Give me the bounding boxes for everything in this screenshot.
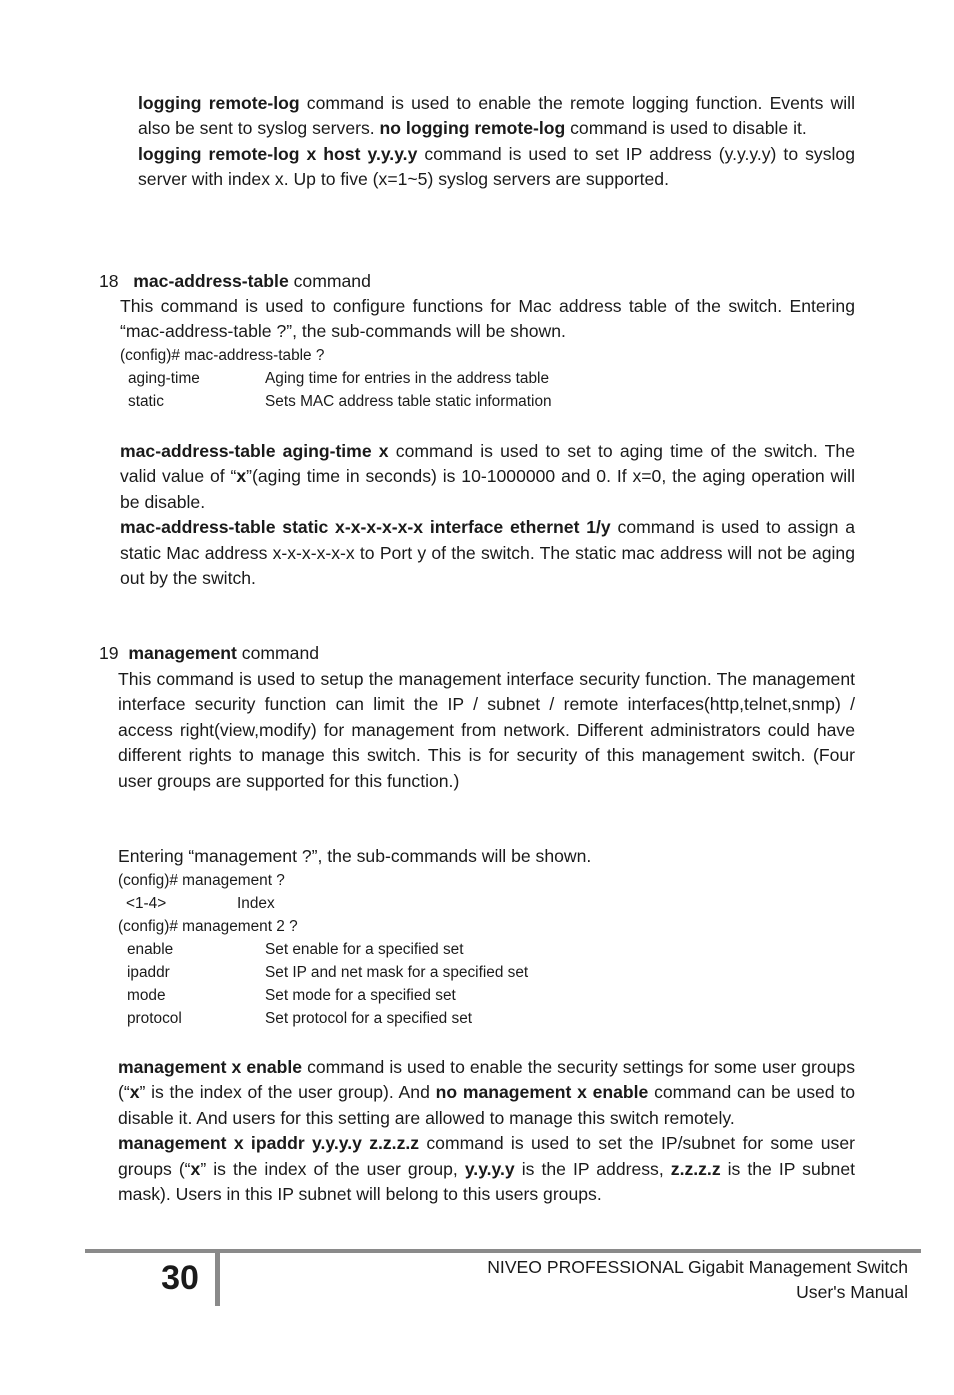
- variable-x: x: [129, 1082, 140, 1103]
- paragraph-text: Entering “management ?”, the sub-commands will be shown.: [118, 846, 592, 866]
- subcommand-desc: Set mode for a specified set: [265, 987, 456, 1004]
- command-name: logging remote-log x host y.y.y.y: [138, 143, 418, 164]
- section-number: 18: [99, 271, 119, 291]
- command-name: mac-address-table static x-x-x-x-x-x interface ethernet 1/y: [120, 517, 611, 538]
- section-title-suffix: command: [288, 271, 371, 291]
- command-name: mac-address-table aging-time x: [120, 441, 389, 461]
- subcommand-name: mode: [127, 987, 166, 1004]
- page-number: 30: [161, 1259, 199, 1297]
- paragraph-text: command is used to enable the remote logging function. Events will also be sent to syslog servers.: [138, 93, 855, 139]
- section-title: management: [128, 643, 237, 663]
- section-18-description: [120, 294, 855, 345]
- subcommand-desc: Sets MAC address table static information: [265, 393, 552, 410]
- subcommand-desc: Index: [237, 895, 275, 912]
- command-name: logging remote-log: [138, 93, 300, 113]
- command-name: management x enable: [118, 1057, 303, 1077]
- footer-divider: [85, 1249, 921, 1253]
- subcommand-desc: Set protocol for a specified set: [265, 1010, 473, 1027]
- subcommand-name: ipaddr: [127, 964, 170, 981]
- paragraph-text: command can be used to disable it. And users for this setting are allowed to manage this switch remotely.: [118, 1082, 855, 1128]
- section-19-details: [118, 1055, 855, 1207]
- variable-x: x: [190, 1158, 201, 1179]
- section-19-entering: [118, 844, 855, 869]
- section-19-description: [118, 667, 855, 794]
- subcommand-desc: Aging time for entries in the address table: [265, 370, 550, 387]
- variable-ip: y.y.y.y: [464, 1158, 515, 1179]
- subcommand-name: aging-time: [128, 370, 200, 387]
- cli-prompt: [118, 869, 285, 892]
- subcommand-desc: Set enable for a specified set: [265, 941, 464, 958]
- cli-prompt: [120, 344, 324, 367]
- subcommand-name: enable: [127, 941, 174, 958]
- subcommand-name: protocol: [127, 1010, 182, 1027]
- logging-remote-log-paragraph: [138, 91, 855, 193]
- subcommand-name: static: [128, 393, 164, 410]
- variable-x: x: [236, 466, 247, 487]
- paragraph-text: is the IP subnet mask). Users in this IP subnet will belong to this users groups.: [118, 1158, 855, 1205]
- section-title-suffix: command: [236, 643, 320, 663]
- paragraph-text: command is used to disable it.: [565, 118, 807, 139]
- section-title: mac-address-table: [133, 271, 289, 291]
- variable-mask: z.z.z.z: [670, 1158, 721, 1179]
- paragraph-text: command is used to set IP address (y.y.y.y) to syslog server with index x. Up to five (x=1~5) syslog servers are supported.: [138, 143, 856, 190]
- command-name: no logging remote-log: [379, 118, 566, 139]
- paragraph-text: command is used to assign a static Mac address x-x-x-x-x-x to Port y of the switch. The static mac address will not be aging out by the switch.: [120, 517, 856, 589]
- footer-title: [487, 1255, 908, 1305]
- section-18-details: [120, 439, 855, 591]
- paragraph-text: This command is used to setup the management interface security function. The management interface security function can limit the IP / subnet / remote interfaces(http,telnet,snmp) / access right(view,modify) for management from network. Different administrators could have different rights to manage this switch. This is for security of this management switch. (Four user groups are supported for this function.): [118, 669, 855, 791]
- footer-title-line: NIVEO PROFESSIONAL Gigabit Management Switch: [487, 1257, 908, 1277]
- section-19-heading: [99, 641, 319, 666]
- subcommand-name: <1-4>: [126, 895, 167, 912]
- paragraph-text: ” is the index of the user group,: [200, 1158, 465, 1179]
- paragraph-text: ” is the index of the user group). And: [139, 1082, 436, 1103]
- prompt-text: (config)# management 2 ?: [118, 918, 298, 935]
- paragraph-text: command is used to set the IP/subnet for some user groups (“: [118, 1133, 855, 1179]
- footer-title-line: User's Manual: [796, 1282, 908, 1302]
- paragraph-text: This command is used to configure functions for Mac address table of the switch. Entering “mac-address-table ?”, the sub-commands will be shown.: [120, 296, 855, 342]
- paragraph-text: command is used to enable the security settings for some user groups (“: [118, 1057, 855, 1103]
- cli-prompt: [118, 915, 298, 938]
- paragraph-text: command is used to set to aging time of the switch. The valid value of “: [120, 441, 855, 487]
- command-name: management x ipaddr y.y.y.y z.z.z.z: [118, 1133, 420, 1154]
- section-number: 19: [99, 643, 119, 663]
- paragraph-text: ”(aging time in seconds) is 10-1000000 and 0. If x=0, the aging operation will be disable.: [120, 466, 855, 512]
- subcommand-desc: Set IP and net mask for a specified set: [265, 964, 529, 981]
- section-18-heading: [99, 269, 371, 294]
- paragraph-text: is the IP address,: [514, 1158, 671, 1179]
- footer-vertical-bar: [215, 1253, 220, 1306]
- prompt-text: (config)# management ?: [118, 872, 285, 889]
- command-name: no management x enable: [435, 1082, 649, 1103]
- prompt-text: (config)# mac-address-table ?: [120, 347, 325, 364]
